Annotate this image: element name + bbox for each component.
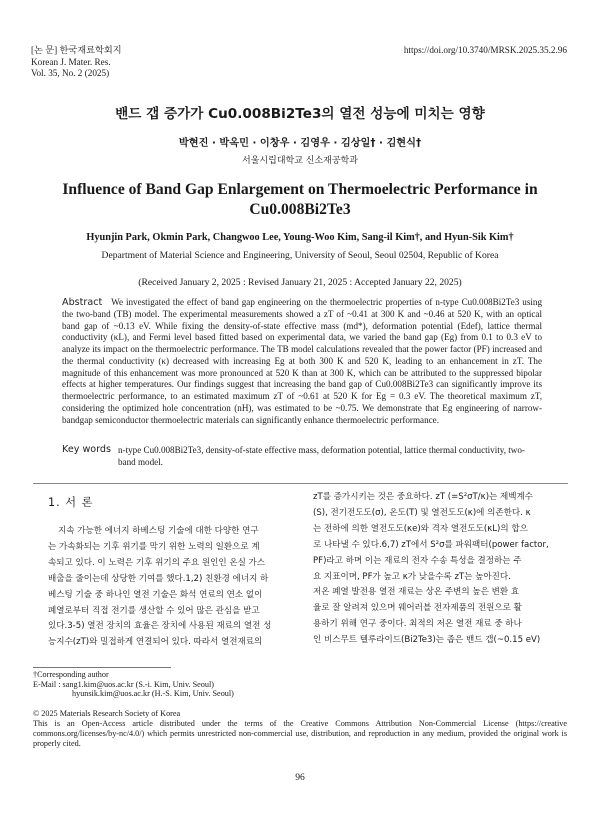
body-line: 는 전하에 의한 열전도도(κe)와 격자 열전도도(κL)의 합으 (313, 523, 528, 534)
doi-link[interactable]: https://doi.org/10.3740/MRSK.2025.35.2.96 (403, 45, 567, 55)
journal-volume: Vol. 35, No. 2 (2025) (31, 68, 110, 78)
body-line: 용하기 위해 연구 중이다. 최적의 저온 열전 재료 중 하나 (313, 619, 522, 630)
english-title-line1: Influence of Band Gap Enlargement on Thermoelectric Performance in (62, 181, 538, 198)
journal-name: Korean J. Mater. Res. (31, 56, 111, 67)
keywords-text: n-type Cu0.008Bi2Te3, density-of-state effective mass, deformation potential, lattice thermal conductivity, two-band model. (118, 445, 525, 467)
corresponding-author: †Corresponding author (33, 670, 109, 679)
section-divider (33, 483, 568, 484)
section-heading: 1. 서 론 (48, 496, 94, 509)
english-authors: Hyunjin Park, Okmin Park, Changwoo Lee, Young-Woo Kim, Sang-il Kim†, and Hyun-Sik Kim† (86, 232, 514, 243)
body-line: 폐열로부터 직접 전기를 생산할 수 있어 많은 관심을 받고 (48, 605, 260, 616)
body-line: 인 비스무트 텔루라이드(Bi2Te3)는 좁은 밴드 갭(~0.15 eV) (313, 635, 541, 646)
korean-affiliation: 서울시립대학교 신소재공학과 (242, 156, 358, 166)
body-column-right (313, 490, 566, 649)
body-line: PF)라고 하며 이는 재료의 전자 수송 특성을 결정하는 주 (313, 555, 522, 566)
english-affiliation: Department of Material Science and Engineering, University of Seoul, Seoul 02504, Republic of Korea (101, 250, 499, 261)
body-line: zT를 증가시키는 것은 중요하다. zT (=S²σT/κ)는 제벡계수 (313, 492, 534, 502)
footnote-divider (33, 667, 171, 668)
korean-authors: 박현진 · 박옥민 · 이창우 · 김영우 · 김상일† · 김현식† (178, 138, 422, 149)
body-column-left (48, 524, 294, 651)
body-line: 베스팅 기술 중 하나인 열전 기술은 화석 연료의 연소 없이 (48, 589, 263, 600)
body-line: 요 지표이며, PF가 높고 κ가 낮을수록 zT는 높아진다. (313, 571, 511, 582)
abstract-text: We investigated the effect of band gap engineering on the thermoelectric properties of n-type Cu0.008Bi2Te3 using the two-band (TB) model. The experimental measurements showed a zT of ~0.41 at 300 K and ~0.46 at 520 K, with an optical band gap of ~0.13 eV. While fixing the density-of-state effective mass (md*), deformation potential (Edef), lattice thermal conductivity (κL), and Fermi level based fitted based on experimental data, we varied the band gap (Eg) from 0.1 to 0.3 eV to analyze its impact on the thermoelectric performance. The TB model calculations revealed that the power factor (PF) increased and the thermal conductivity (κ) decreased with increasing Eg at both 300 K and 520 K, leading to an enhancement in zT. The magnitude of this enhancement was more pronounced at 520 K than at 300 K, which can be attributed to the suppressed bipolar effects at higher temperatures. Our findings suggest that increasing the band gap of Cu0.008Bi2Te3 can significantly improve its thermoelectric performance, to an estimated maximum zT of ~0.61 at 520 K for Eg = 0.3 eV. The theoretical maximum zT, considering the optimized hole concentration (nH), was estimated to be ~0.75. We demonstrate that Eg engineering of narrow-bandgap semiconductor thermoelectric materials can significantly enhance thermoelectric performance. (62, 297, 543, 425)
received-dates: (Received January 2, 2025 : Revised January 21, 2025 : Accepted January 22, 2025) (138, 277, 462, 288)
body-line: 율로 잘 알려져 있으며 웨어러블 전자제품의 전원으로 활 (313, 603, 522, 614)
abstract (62, 297, 542, 426)
body-line: 지속 가능한 에너지 하베스팅 기술에 대한 다양한 연구 (58, 526, 259, 536)
body-line: 있다.3-5) 열전 장치의 효율은 장치에 사용된 재료의 열전 성 (48, 621, 272, 632)
page-number: 96 (295, 772, 305, 783)
english-title (0, 180, 600, 220)
body-line: 로 나타낼 수 있다.6,7) zT에서 S²σ를 파워팩터(power factor, (313, 539, 549, 550)
email-line[interactable]: hyunsik.kim@uos.ac.kr (H.-S. Kim, Univ. Seoul) (72, 689, 234, 699)
body-line: 속되고 있다. 이 노력은 기후 위기의 주요 원인인 온실 가스 (48, 557, 266, 568)
copyright: © 2025 Materials Research Society of Korea (33, 709, 181, 718)
journal-header (31, 45, 122, 80)
journal-type: [논 문] 한국재료학회지 (31, 45, 122, 55)
body-line: 배출을 줄이는데 상당한 기여를 했다.1,2) 친환경 에너지 하 (48, 573, 269, 584)
license-block (33, 709, 567, 749)
korean-title: 밴드 갭 증가가 Cu0.008Bi2Te3의 열전 성능에 미치는 영향 (115, 106, 485, 122)
body-line: 는 가속화되는 기후 위기를 막기 위한 노력의 일환으로 계 (48, 541, 260, 552)
english-title-line2: Cu0.008Bi2Te3 (249, 201, 351, 218)
body-line: 능지수(zT)와 밀접하게 연결되어 있다. 따라서 열전재료의 (48, 637, 263, 648)
body-line: 저온 폐열 발전용 열전 재료는 상온 주변의 높은 변환 효 (313, 587, 520, 598)
email-line[interactable]: E-Mail : sang1.kim@uos.ac.kr (S.-i. Kim, Univ. Seoul) (33, 679, 214, 689)
footnote (33, 670, 234, 699)
body-line: (S), 전기전도도(σ), 온도(T) 및 열전도도(κ)에 의존한다. κ (313, 507, 531, 518)
abstract-label: Abstract (62, 297, 103, 308)
keywords-label: Key words (62, 444, 112, 455)
license-text: This is an Open-Access article distributed under the terms of the Creative Commons Attribution Non-Commercial License (https://creative commons.org/licenses/by-nc/4.0/) which permits unrestricted non-commercial use, distribution, and reproduction in any medium, provided the original work is properly cited. (33, 719, 567, 748)
